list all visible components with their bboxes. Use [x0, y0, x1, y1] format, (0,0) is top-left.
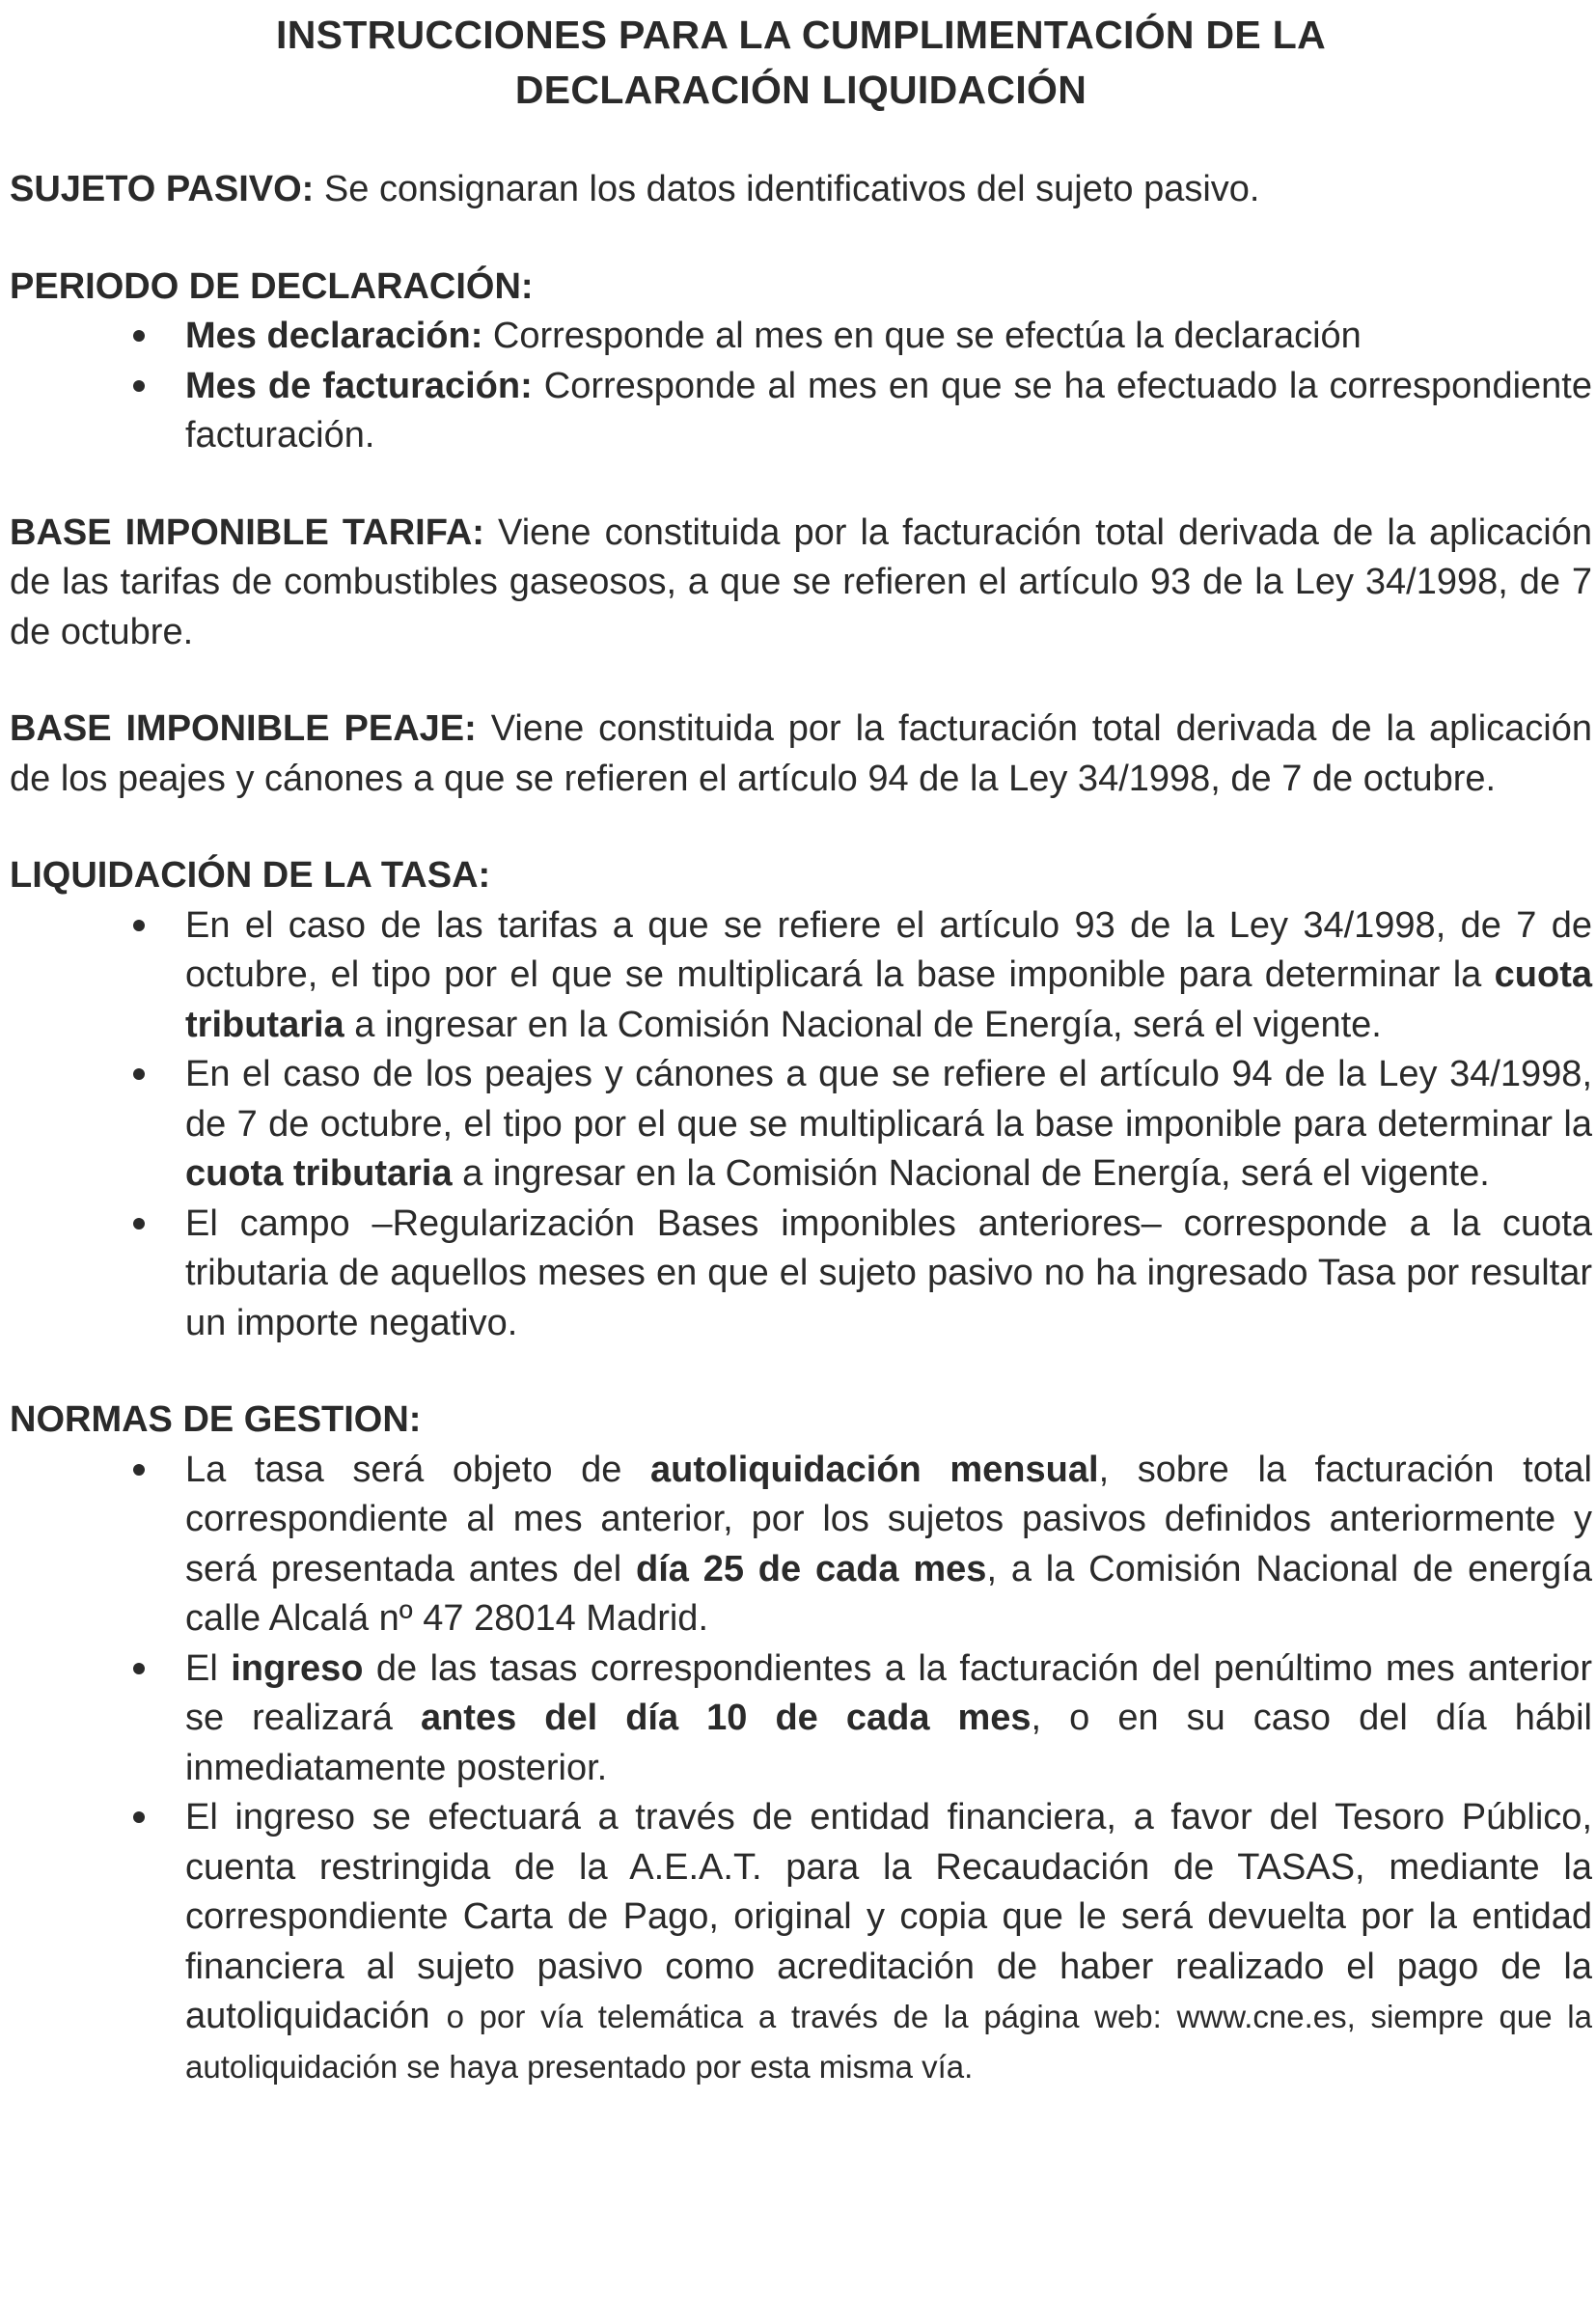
title-line-1: INSTRUCCIONES PARA LA CUMPLIMENTACIÓN DE LA: [276, 13, 1326, 57]
section-base-peaje: [10, 705, 1592, 804]
normas-item2-b: ingreso: [231, 1647, 364, 1689]
list-item: [185, 1644, 1592, 1794]
liquidacion-list: [10, 901, 1592, 1349]
liquidacion-item1-bold: cuota tributaria: [185, 954, 1592, 1045]
list-item: [185, 901, 1592, 1051]
normas-item2-d: antes del día 10 de cada mes: [420, 1698, 1032, 1738]
section-sujeto-pasivo: [10, 165, 1592, 215]
base-tarifa-text: Viene constituida por la facturación total derivada de la aplicación de las tarifas de combustibles gaseosos, a que se refieren el artículo 93 de la Ley 34/1998, de 7 de octubre.: [10, 511, 1592, 652]
section-base-tarifa: [10, 509, 1592, 658]
normas-list: [10, 1446, 1592, 2092]
mes-facturacion-text: Corresponde al mes en que se ha efectuado la correspondiente facturación.: [185, 365, 1592, 456]
mes-declaracion-text: Corresponde al mes en que se efectúa la declaración: [482, 316, 1362, 356]
normas-item3-b: o por vía telemática a través de la página web: www.cne.es, siempre que la autoliquidación se haya presentado por esta misma vía.: [185, 1999, 1592, 2085]
list-item: [185, 1446, 1592, 1644]
normas-item1-b: autoliquidación mensual: [649, 1449, 1099, 1490]
base-tarifa-heading: BASE IMPONIBLE TARIFA:: [10, 511, 484, 553]
periodo-heading: PERIODO DE DECLARACIÓN:: [10, 265, 534, 307]
normas-item2-a: El: [185, 1647, 232, 1689]
normas-item2-e: , o en su caso del día hábil inmediatamente posterior.: [185, 1698, 1593, 1788]
liquidacion-item1-pre: En el caso de las tarifas a que se refiere el artículo 93 de la Ley 34/1998, de 7 de octubre, el tipo por el que se multiplicará la base imponible para determinar la: [185, 904, 1592, 995]
title-line-2: DECLARACIÓN LIQUIDACIÓN: [514, 68, 1087, 112]
normas-item1-c: , sobre la facturación total correspondiente al mes anterior, por los sujetos pasivos definidos anteriormente y será presentada antes del: [185, 1449, 1592, 1589]
list-item: [185, 1793, 1592, 2091]
mes-declaracion-label: Mes declaración:: [185, 316, 483, 356]
normas-item1-d: día 25 de cada mes: [636, 1548, 987, 1589]
list-item: [185, 312, 1592, 362]
normas-item1-a: La tasa será objeto de: [185, 1449, 650, 1490]
base-peaje-text: Viene constituida por la facturación total derivada de la aplicación de los peajes y cánones a que se refieren el artículo 94 de la Ley 34/1998, de 7 de octubre.: [10, 708, 1593, 799]
liquidacion-item2-bold: cuota tributaria: [185, 1153, 453, 1194]
normas-item1-e: , a la Comisión Nacional de energía calle Alcalá nº 47 28014 Madrid.: [185, 1548, 1592, 1639]
normas-item3-a: El ingreso se efectuará a través de entidad financiera, a favor del Tesoro Público, cuenta restringida de la A.E.A.T. para la Recaudación de TASAS, mediante la correspondiente Carta de Pago, original y copia que le será devuelta por la entidad financiera al sujeto pasivo como acreditación de haber realizado el pago de la autoliquidación: [185, 1797, 1592, 2036]
liquidacion-item3-text: El campo –Regularización Bases imponibles anteriores– corresponde a la cuota tributaria de aquellos meses en que el sujeto pasivo no ha ingresado Tasa por resultar un importe negativo.: [185, 1202, 1592, 1343]
list-item: [185, 1050, 1592, 1200]
liquidacion-item2-pre: En el caso de los peajes y cánones a que se refiere el artículo 94 de la Ley 34/1998, de 7 de octubre, el tipo por el que se multiplicará la base imponible para determinar la: [185, 1054, 1592, 1145]
list-item: [185, 1200, 1592, 1349]
sujeto-pasivo-text: Se consignaran los datos identificativos del sujeto pasivo.: [314, 169, 1260, 209]
normas-item2-c: de las tasas correspondientes a la facturación del penúltimo mes anterior se realizará: [185, 1647, 1592, 1738]
section-liquidacion: [10, 851, 1592, 1348]
list-item: [185, 362, 1592, 461]
sujeto-pasivo-heading: SUJETO PASIVO:: [10, 169, 315, 209]
document-title: [10, 8, 1592, 118]
base-peaje-heading: BASE IMPONIBLE PEAJE:: [10, 708, 477, 749]
mes-facturacion-label: Mes de facturación:: [185, 365, 533, 406]
section-periodo: [10, 262, 1592, 461]
liquidacion-item2-post: a ingresar en la Comisión Nacional de Energía, será el vigente.: [452, 1153, 1490, 1194]
normas-heading: NORMAS DE GESTION:: [10, 1399, 422, 1440]
liquidacion-heading: LIQUIDACIÓN DE LA TASA:: [10, 855, 491, 896]
liquidacion-item1-post: a ingresar en la Comisión Nacional de Energía, será el vigente.: [344, 1004, 1382, 1045]
document-page: [10, 8, 1592, 2091]
section-normas: [10, 1395, 1592, 2091]
periodo-list: [10, 312, 1592, 461]
